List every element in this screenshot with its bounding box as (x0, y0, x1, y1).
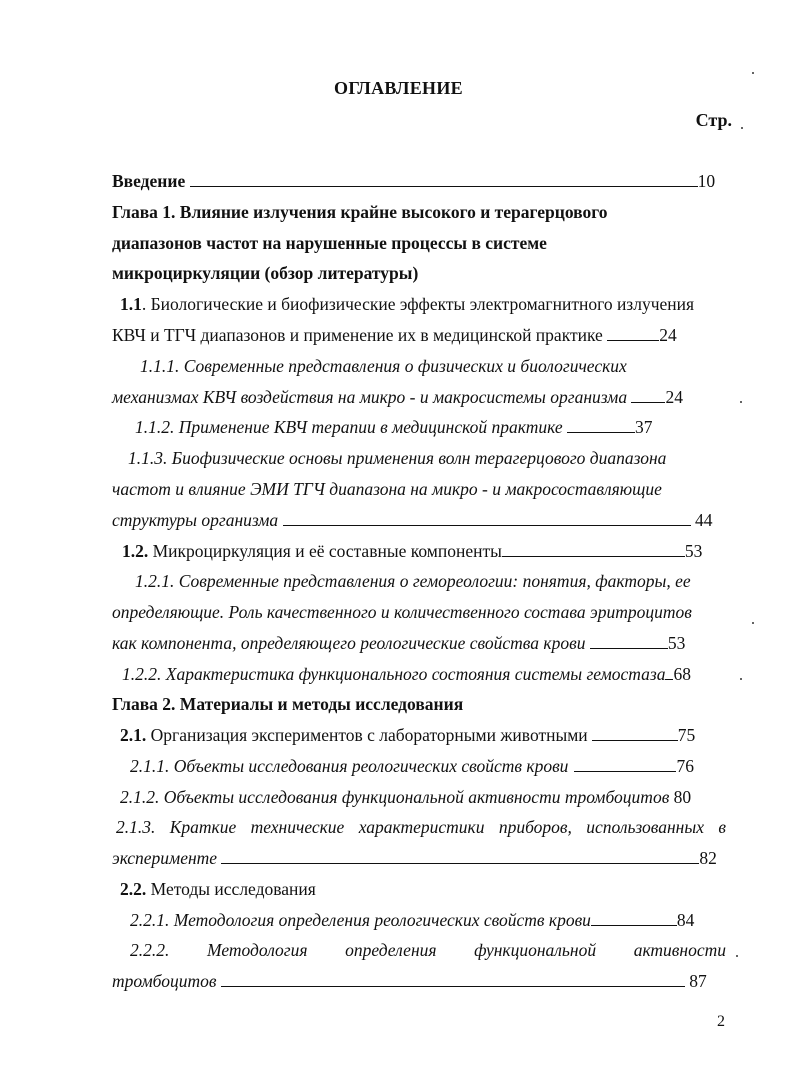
toc-label: 2.1.1. Объекты исследования реологических свойств крови (130, 756, 569, 776)
toc-entry-2-2-2-line2 (112, 970, 707, 992)
toc-label: как компонента, определяющего реологические свойства крови (112, 633, 586, 653)
toc-word: Краткие (169, 817, 237, 837)
toc-entry-1-2-1-line1: 1.2.1. Современные представления о гемореологии: понятия, факторы, ее (135, 571, 691, 591)
page-title: ОГЛАВЛЕНИЕ (334, 78, 463, 98)
toc-entry-1-2 (122, 540, 702, 562)
toc-word: функциональной (474, 940, 597, 960)
toc-label: Микроциркуляция и её составные компоненты (148, 541, 502, 561)
dot-leader (221, 971, 685, 987)
toc-entry-2-2-1 (130, 909, 694, 931)
toc-page: 76 (676, 756, 694, 776)
toc-page: 53 (684, 541, 703, 561)
toc-entry-1-1-3-line2: частот и влияние ЭМИ ТГЧ диапазона на микро - и макросоставляющие (112, 479, 662, 499)
dot-leader (631, 387, 665, 403)
dot-leader (592, 725, 678, 741)
toc-entry-2-1-2 (120, 786, 691, 808)
dot-leader (502, 541, 685, 557)
toc-label: 2.2.1. Методология определения реологических свойств крови (130, 910, 591, 930)
toc-word: использованных (586, 817, 704, 837)
scan-speck (741, 127, 743, 129)
toc-label: 2.1.2. Объекты исследования функциональной активности тромбоцитов (120, 787, 670, 807)
dot-leader (283, 510, 691, 526)
scan-speck (752, 622, 754, 624)
dot-leader (607, 325, 659, 341)
toc-page: 37 (634, 417, 653, 437)
toc-chapter-1-line2: диапазонов частот на нарушенные процессы в системе (112, 233, 547, 253)
toc-label: эксперименте (112, 848, 218, 868)
toc-page: 75 (677, 725, 696, 745)
toc-word: технические (250, 817, 345, 837)
toc-entry-intro (112, 170, 722, 192)
toc-word: 2.1.3. (116, 817, 156, 837)
toc-entry-1-1-3-line1: 1.1.3. Биофизические основы применения волн терагерцового диапазона (128, 448, 667, 468)
toc-chapter-1-line1: Глава 1. Влияние излучения крайне высокого и терагерцового (112, 202, 608, 222)
toc-page: 53 (667, 633, 686, 653)
toc-number: 2.1. (120, 725, 147, 745)
toc-entry-1-2-2 (122, 663, 691, 685)
scan-speck (736, 955, 738, 957)
dot-leader (190, 171, 698, 187)
toc-label: КВЧ и ТГЧ диапазонов и применение их в медицинской практике (112, 325, 603, 345)
toc-page: 24 (659, 325, 677, 345)
toc-page: 24 (665, 387, 683, 407)
toc-label: механизмах КВЧ воздействия на микро - и макросистемы организма (112, 387, 628, 407)
toc-number: 2.2. (120, 879, 147, 899)
toc-entry-1-1-1-line2 (112, 386, 683, 408)
scan-speck (740, 678, 742, 680)
toc-entry-1-1-2 (135, 416, 652, 438)
toc-page: 87 (689, 971, 707, 991)
toc-page: 82 (699, 848, 717, 868)
toc-page: 68 (673, 664, 691, 684)
toc-entry-2-1-1 (130, 755, 694, 777)
toc-page: 44 (694, 510, 713, 530)
dot-leader (221, 848, 699, 864)
toc-entry-1-1-line2 (112, 324, 677, 346)
toc-entry-1-2-1-line2: определяющие. Роль качественного и количественного состава эритроцитов (112, 602, 692, 622)
toc-chapter-2: Глава 2. Материалы и методы исследования (112, 694, 464, 714)
toc-page: 84 (676, 910, 695, 930)
toc-entry-1-1-3-line3 (112, 509, 712, 531)
toc-entry-2-2-2-line1 (130, 939, 726, 961)
toc-word: характеристики (358, 817, 485, 837)
toc-word: 2.2.2. (130, 940, 170, 960)
toc-page: 80 (673, 787, 692, 807)
toc-label: 1.2.2. Характеристика функционального состояния системы гемостаза (122, 664, 666, 684)
dot-leader (665, 664, 673, 680)
toc-word: активности (633, 940, 726, 960)
toc-number: 1.1 (120, 294, 142, 314)
dot-leader (567, 417, 635, 433)
toc-label: Организация экспериментов с лабораторными животными (146, 725, 588, 745)
page-column-label: Стр. (695, 110, 732, 130)
toc-entry-1-1-line1 (120, 293, 694, 315)
toc-label: Введение (112, 171, 186, 191)
toc-label: 1.1.2. Применение КВЧ терапии в медицинской практике (135, 417, 563, 437)
dot-leader (574, 756, 676, 772)
scan-speck (752, 72, 754, 74)
toc-word: приборов, (498, 817, 572, 837)
toc-word: в (718, 817, 726, 837)
toc-entry-2-1-3-line1 (116, 816, 726, 838)
page-number: 2 (717, 1013, 725, 1030)
toc-label: Методы исследования (146, 879, 316, 899)
toc-chapter-1-line3: микроциркуляции (обзор литературы) (112, 263, 419, 283)
toc-entry-1-1-1-line1: 1.1.1. Современные представления о физических и биологических (140, 356, 627, 376)
toc-number: 1.2. (122, 541, 149, 561)
toc-entry-2-1-3-line2 (112, 847, 717, 869)
dot-leader (591, 910, 677, 926)
toc-entry-1-2-1-line3 (112, 632, 685, 654)
toc-label: структуры организма (112, 510, 279, 530)
toc-label: . Биологические и биофизические эффекты электромагнитного излучения (141, 294, 695, 314)
toc-entry-2-2 (120, 878, 316, 900)
toc-entry-2-1 (120, 724, 695, 746)
toc-label: тромбоцитов (112, 971, 217, 991)
toc-page: 10 (697, 171, 716, 191)
toc-word: Методология (207, 940, 308, 960)
toc-word: определения (345, 940, 437, 960)
dot-leader (590, 633, 668, 649)
scan-speck (740, 401, 742, 403)
